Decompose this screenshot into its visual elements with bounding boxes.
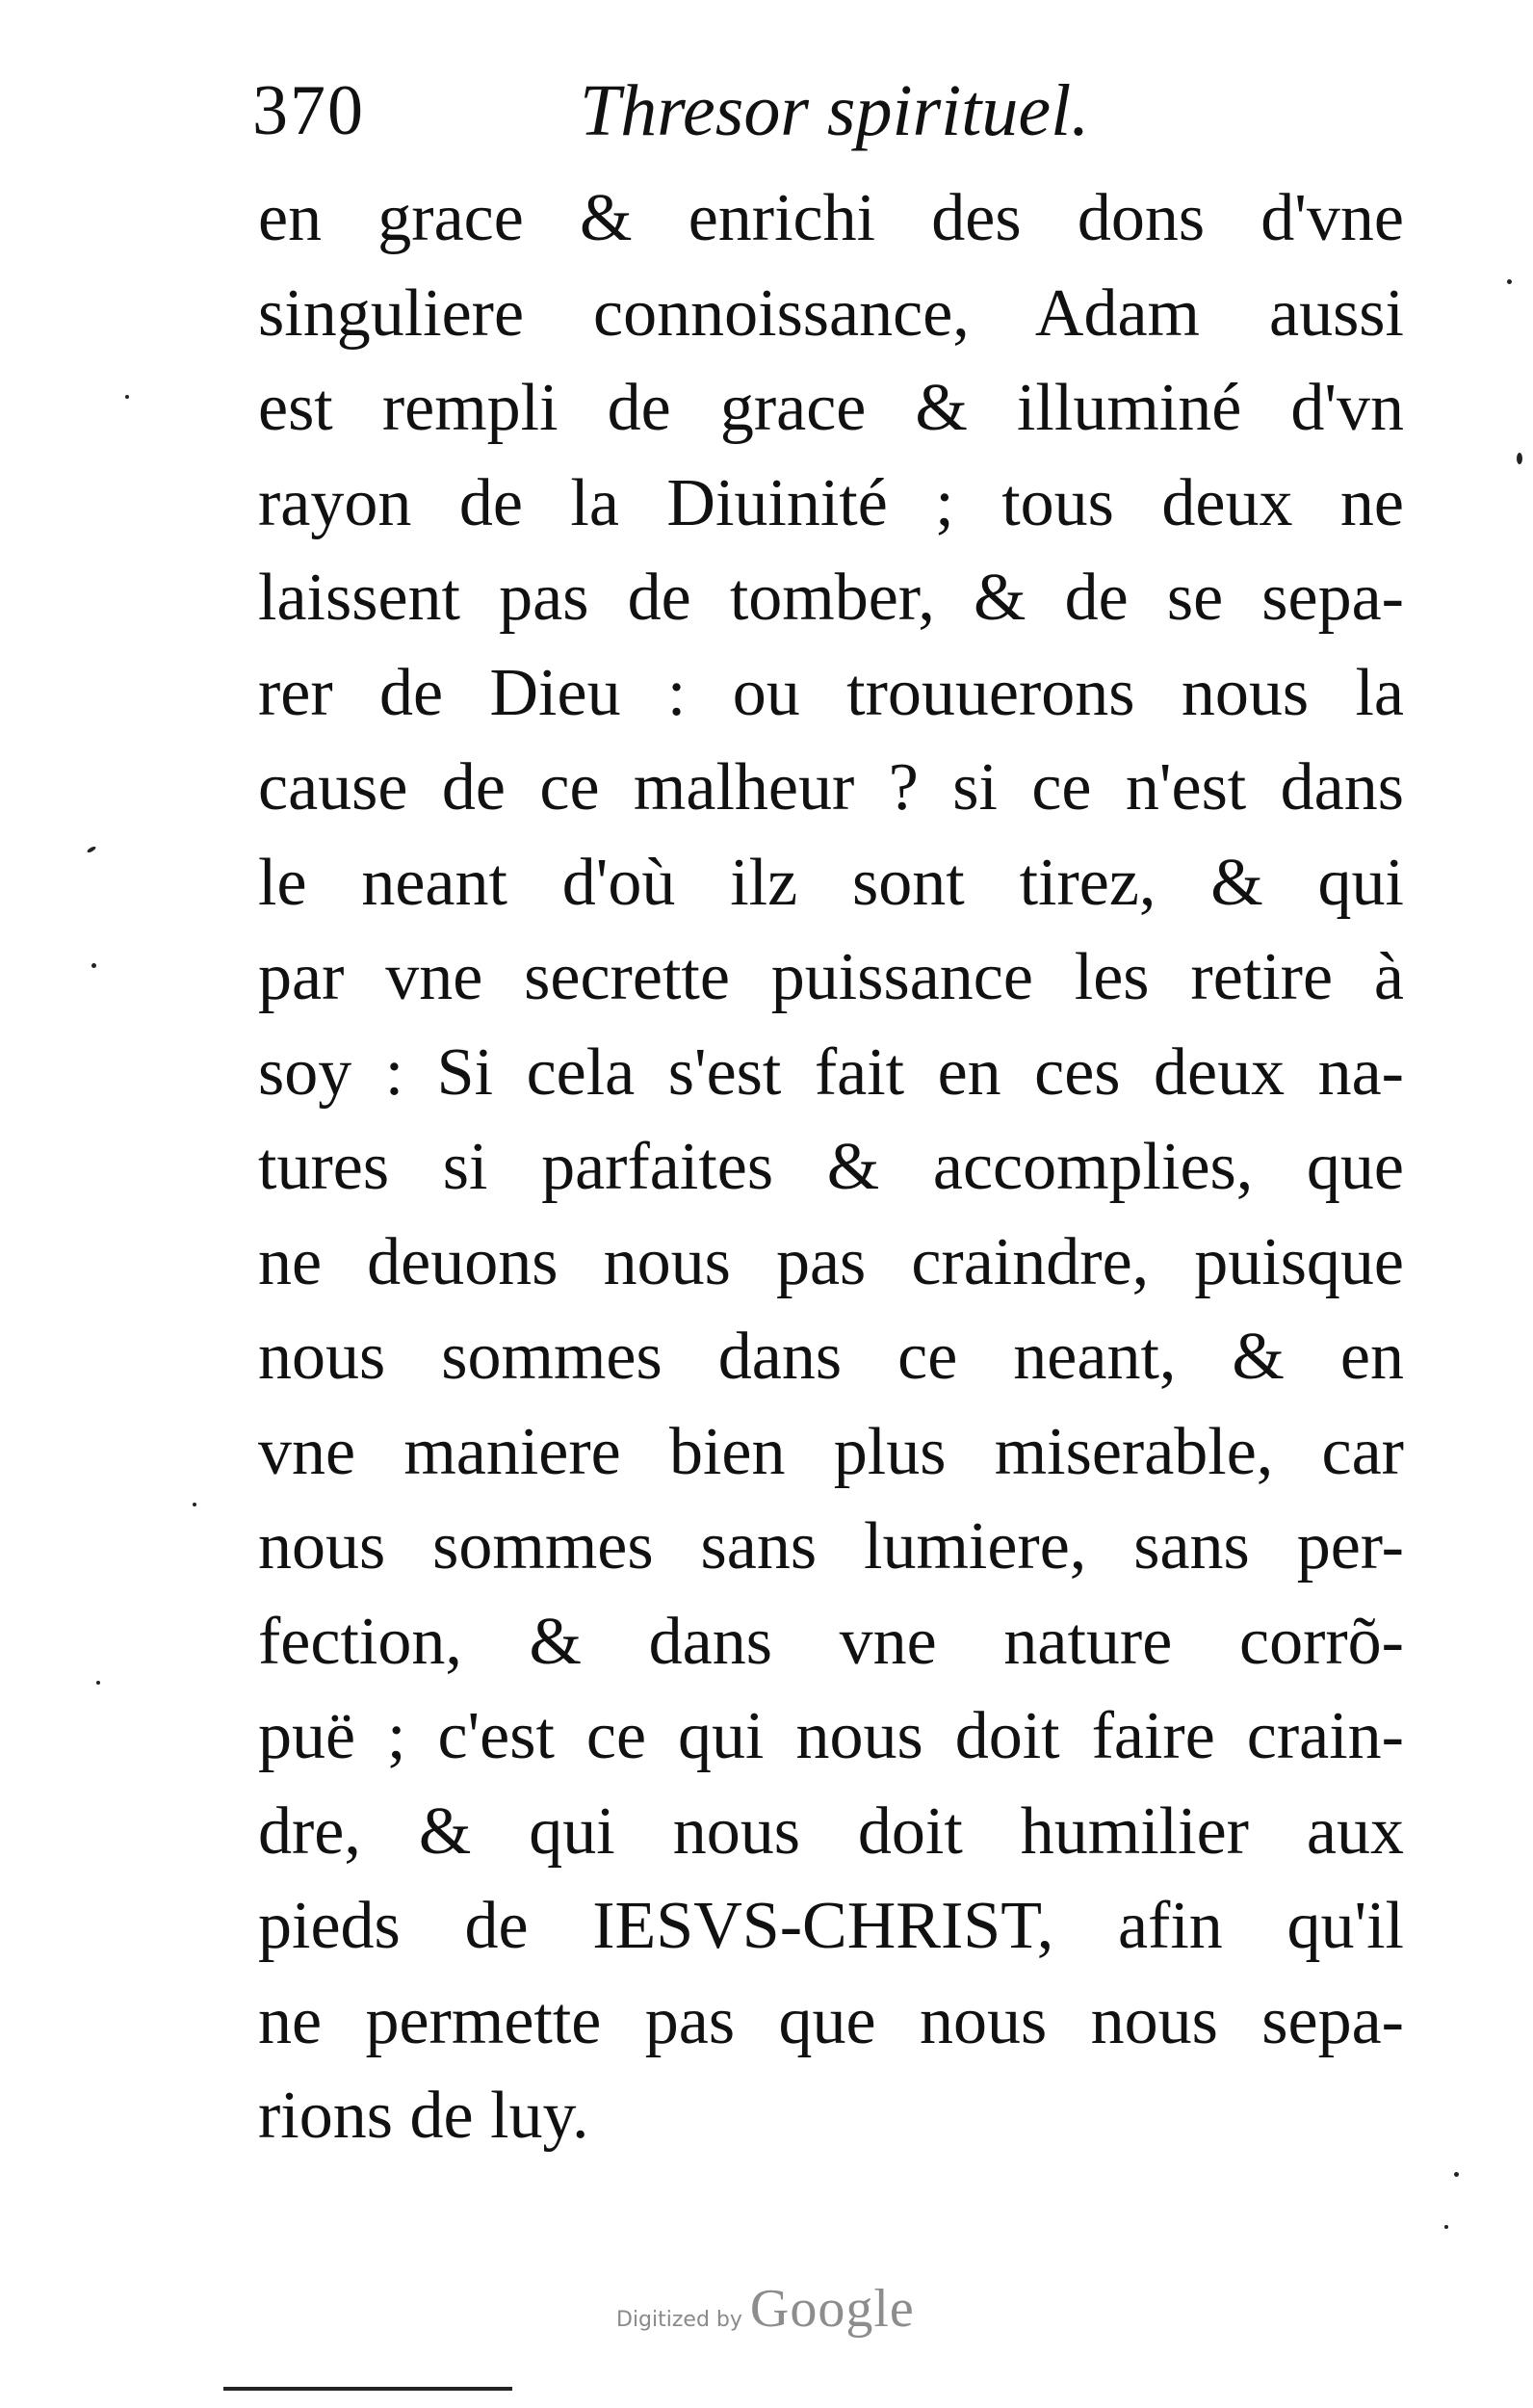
text-line: vne maniere bien plus miserable, car bbox=[258, 1414, 1404, 1489]
text-line: soy : Si cela s'est fait en ces deux na- bbox=[258, 1034, 1404, 1110]
text-line: puë ; c'est ce qui nous doit faire crain- bbox=[258, 1699, 1404, 1773]
text-line: par vne secrette puissance les retire à bbox=[258, 940, 1404, 1014]
scan-speck bbox=[1444, 2225, 1448, 2229]
text-line: tures si parfaites & accomplies, que bbox=[258, 1130, 1404, 1204]
scan-speck bbox=[1507, 279, 1512, 284]
digitization-watermark bbox=[616, 2278, 915, 2345]
digitized-by-label: Digitized by bbox=[616, 2308, 742, 2332]
text-line: pieds de IESVS-CHRIST, afin qu'il bbox=[258, 1889, 1404, 1963]
text-line: le neant d'où ilz sont tirez, & qui bbox=[258, 845, 1404, 920]
text-line: cause de ce malheur ? si ce n'est dans bbox=[258, 750, 1404, 824]
text-line: ne deuons nous pas craindre, puisque bbox=[258, 1224, 1404, 1299]
scan-speck bbox=[1517, 453, 1522, 464]
text-line: nous sommes sans lumiere, sans per- bbox=[258, 1509, 1404, 1584]
text-line: ne permette pas que nous nous sepa- bbox=[258, 1983, 1404, 2058]
text-line: en grace & enrichi des dons d'vne bbox=[258, 181, 1404, 255]
scan-speck bbox=[1454, 2172, 1459, 2177]
text-line: nous sommes dans ce neant, & en bbox=[258, 1320, 1404, 1394]
page-header bbox=[252, 67, 1408, 154]
scan-speck bbox=[91, 963, 96, 968]
body-text bbox=[258, 171, 1404, 2164]
text-line: rions de luy. bbox=[258, 2079, 589, 2153]
scan-speck bbox=[87, 846, 97, 853]
text-line: fection, & dans vne nature corrõ- bbox=[258, 1604, 1404, 1679]
text-line: singuliere connoissance, Adam aussi bbox=[258, 275, 1404, 351]
bottom-rule bbox=[223, 2387, 512, 2391]
text-line: rer de Dieu : ou trouuerons nous la bbox=[258, 655, 1404, 730]
text-line: est rempli de grace & illuminé d'vn bbox=[258, 371, 1404, 445]
scan-speck bbox=[125, 395, 129, 399]
scan-speck bbox=[193, 1503, 196, 1506]
running-title: Thresor spirituel. bbox=[580, 70, 1090, 151]
text-line: laissent pas de tomber, & de se sepa- bbox=[258, 561, 1404, 635]
page-number: 370 bbox=[252, 71, 365, 150]
scan-speck bbox=[96, 1681, 100, 1685]
text-line: rayon de la Diuinité ; tous deux ne bbox=[258, 465, 1404, 540]
text-line: dre, & qui nous doit humilier aux bbox=[258, 1793, 1404, 1869]
google-logo: Google bbox=[749, 2279, 915, 2339]
